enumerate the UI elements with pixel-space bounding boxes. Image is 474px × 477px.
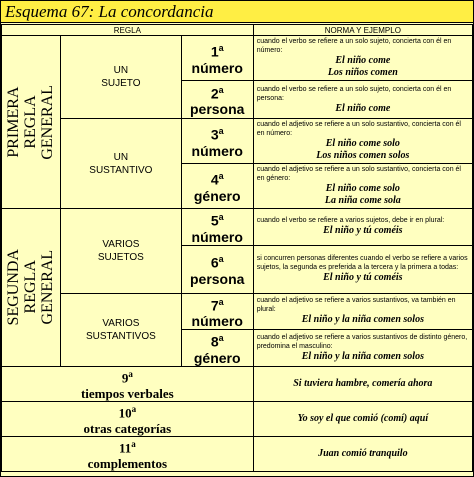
subgroup-un-sujeto: UN SUJETO (60, 36, 181, 119)
example-text: El niño come (335, 102, 391, 114)
example-text: La niña come sola (324, 195, 401, 206)
extra-rule: 9$^a$ tiempos verbales (2, 366, 254, 401)
group-label: PRIMERA REGLA GENERAL (5, 84, 57, 160)
extra-example: Yo soy el que comió (comí) aquí (253, 401, 472, 436)
rule-name: 2$^a$ persona (181, 81, 253, 119)
rule-name: 1$^a$ número (181, 36, 253, 81)
example-text: Los niños comen (327, 67, 398, 78)
example-text: Los niños comen solos (316, 150, 410, 161)
example-text: El niño y la niña comen solos (301, 351, 424, 363)
subgroup-varios-sujetos: VARIOS SUJETOS (60, 209, 181, 294)
header-regla: REGLA (2, 25, 254, 36)
group-label: SEGUNDA REGLA GENERAL (5, 249, 57, 326)
rule-norm: cuando el verbo se refiere a varios sujetos, debe ir en plural: El niño y tú coméis (253, 209, 472, 246)
rule-name: 4$^a$ género (181, 164, 253, 209)
group-segunda (2, 209, 61, 367)
example-text: El niño y tú coméis (323, 225, 403, 237)
group-primera (2, 36, 61, 209)
extra-example: Si tuviera hambre, comería ahora (253, 366, 472, 401)
example-text: El niño y tú coméis (323, 272, 403, 284)
subgroup-un-sustantivo: UN SUSTANTIVO (60, 119, 181, 209)
example-text: El niño come solo (325, 138, 400, 149)
rule-name: 7$^a$ número (181, 293, 253, 330)
rule-name: 3$^a$ número (181, 119, 253, 164)
example-text: El niño come (335, 55, 391, 66)
example-text: El niño come solo (325, 183, 400, 194)
rule-norm: cuando el adjetivo se refiere a un solo sustantivo, concierta con él en género: El niño come solo La niña come sola (253, 164, 472, 209)
rule-name: 8$^a$ género (181, 330, 253, 367)
rule-name: 6$^a$ persona (181, 245, 253, 293)
extra-rule: 10$^a$ otras categorías (2, 401, 254, 436)
example-text: El niño y la niña comen solos (301, 314, 424, 326)
subgroup-varios-sustantivos: VARIOS SUSTANTIVOS (60, 293, 181, 366)
header-norma: NORMA Y EJEMPLO (253, 25, 472, 36)
rule-norm: cuando el verbo se refiere a un solo sujeto, concierta con él en persona: El niño come (253, 81, 472, 119)
rule-name: 5$^a$ número (181, 209, 253, 246)
page-title: Esquema 67: La concordancia (1, 1, 473, 23)
rule-norm: cuando el verbo se refiere a un solo sujeto, concierta con él en número: El niño come Los niños comen (253, 36, 472, 81)
rule-norm: si concurren personas diferentes cuando el verbo se refiere a varios sujetos, la segunda es preferida a la tercera y la primera a todas: El niño y tú coméis (253, 245, 472, 293)
extra-example: Juan comió tranquilo (253, 436, 472, 471)
rule-norm: cuando el adjetivo se refiere a varios sustantivos de distinto género, predomina el masculino: El niño y la niña comen solos (253, 330, 472, 367)
concordance-table (1, 24, 473, 472)
extra-rule: 11$^a$ complementos (2, 436, 254, 471)
rule-norm: cuando el adjetivo se refiere a un solo sustantivo, concierta con él en número: El niño come solo Los niños comen solos (253, 119, 472, 164)
rule-norm: cuando el adjetivo se refiere a varios sustantivos, va también en plural: El niño y la niña comen solos (253, 293, 472, 330)
